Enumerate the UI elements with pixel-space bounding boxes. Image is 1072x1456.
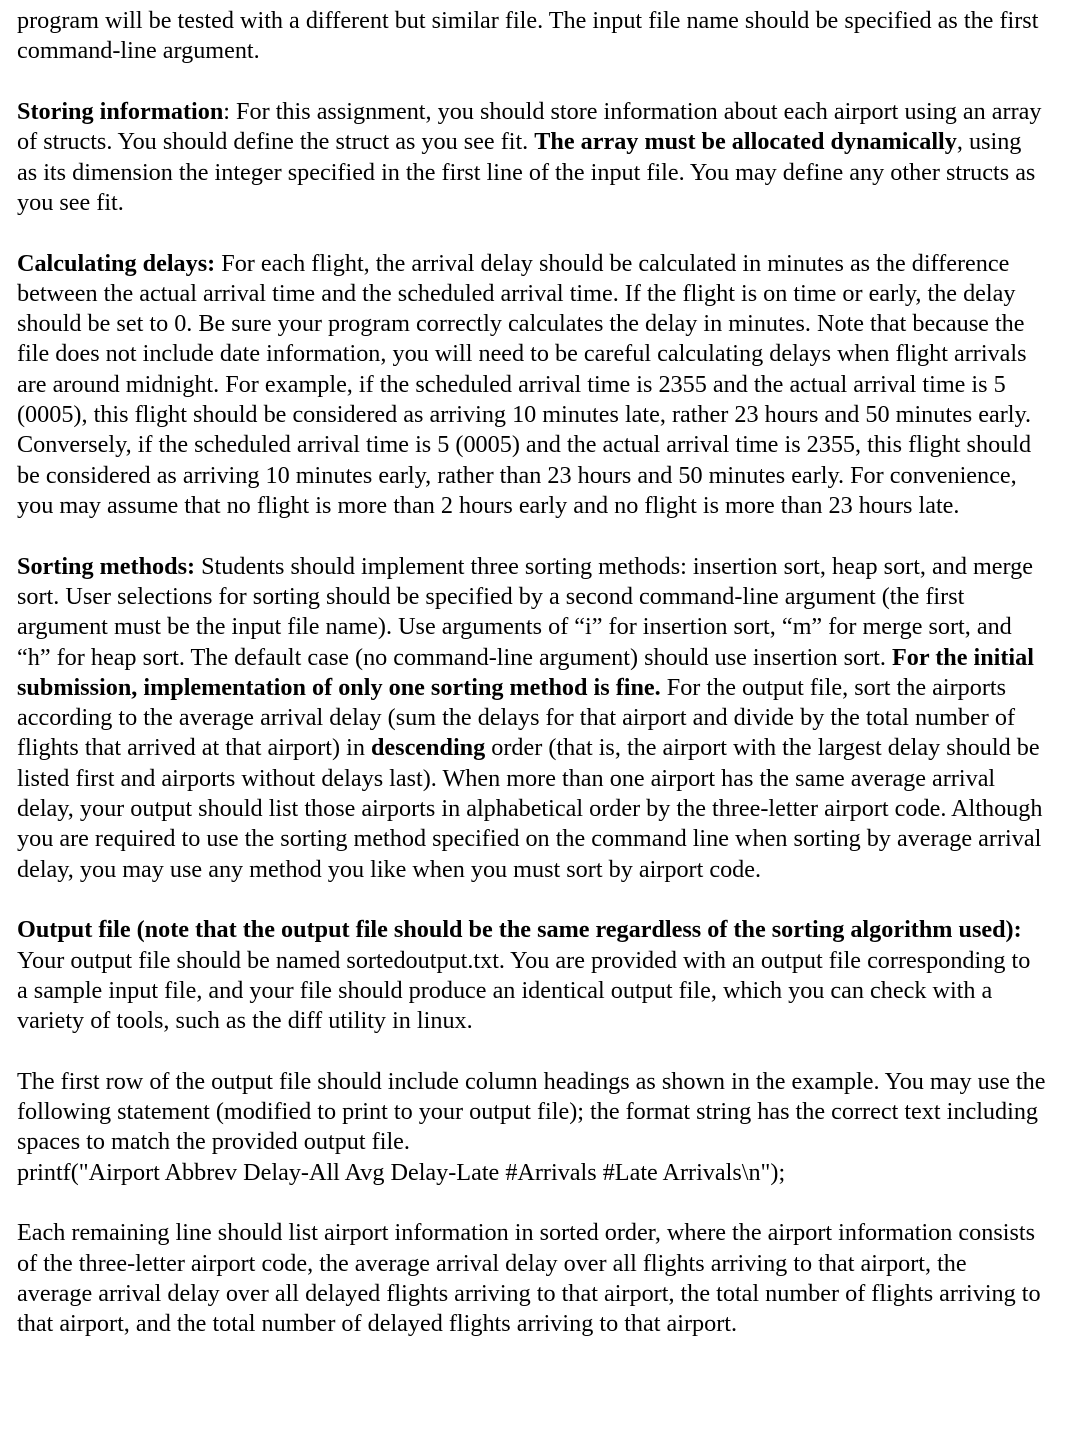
sorting-bold-initial-submission: For the initial submission, implementation of only one sorting method is fine.	[17, 643, 1034, 701]
sorting-text-3: order (that is, the airport with the largest delay should be listed first and airports without delays last). When more than one airport has the same average arrival delay, your output should list those airports in alphabetical order by the three-letter airport code. Although you are required to use the sorting method specified on the command line when sorting by average arrival delay, you may use any method you like when you must sort by airport code.	[17, 734, 1043, 883]
remaining-lines-paragraph	[17, 1218, 1046, 1339]
intro-text: program will be tested with a different but similar file. The input file name should be specified as the first command-line argument.	[17, 7, 1039, 65]
output-file-section	[17, 915, 1046, 1036]
sorting-methods-paragraph	[17, 552, 1046, 885]
storing-information-paragraph	[17, 97, 1046, 218]
output-file-heading	[17, 915, 1046, 945]
sorting-text-1: Students should implement three sorting methods: insertion sort, heap sort, and merge sort. User selections for sorting should be specified by a second command-line argument (the first argument must be the input file name). Use arguments of “i” for insertion sort, “m” for merge sort, and “h” for heap sort. The default case (no command-line argument) should use insertion sort.	[17, 552, 1033, 671]
sorting-bold-descending: descending	[370, 734, 486, 762]
first-row-section	[17, 1067, 1046, 1188]
output-file-text: Your output file should be named sortedoutput.txt. You are provided with an output file corresponding to a sample input file, and your file should produce an identical output file, which you can check with a variety of tools, such as the diff utility in linux.	[17, 946, 1031, 1035]
storing-text-2: , using as its dimension the integer specified in the first line of the input file. You may define any other structs as you see fit.	[17, 128, 1036, 216]
intro-paragraph	[17, 6, 1046, 67]
storing-information-heading: Storing information	[17, 97, 224, 125]
printf-statement: printf("Airport Abbrev Delay-All Avg Delay-Late #Arrivals #Late Arrivals\n");	[17, 1158, 786, 1186]
sorting-methods-heading: Sorting methods:	[17, 552, 196, 580]
first-row-text: The first row of the output file should include column headings as shown in the example. You may use the following statement (modified to print to your output file); the format string has the correct text including spaces to match the provided output file.	[17, 1067, 1046, 1156]
sorting-text-2: For the output file, sort the airports according to the average arrival delay (sum the delays for that airport and divide by the total number of flights that arrived at that airport) in	[17, 673, 1016, 762]
calculating-delays-paragraph	[17, 249, 1046, 522]
calculating-delays-heading: Calculating delays:	[17, 249, 216, 277]
calculating-delays-text: For each flight, the arrival delay should be calculated in minutes as the difference between the actual arrival time and the scheduled arrival time. If the flight is on time or early, the delay should be set to 0. Be sure your program correctly calculates the delay in minutes. Note that because the file does not include date information, you will need to be careful calculating delays when flight arrivals are around midnight. For example, if the scheduled arrival time is 2355 and the actual arrival time is 5 (0005), this flight should be considered as arriving 10 minutes late, rather 23 hours and 50 minutes early. Conversely, if the scheduled arrival time is 5 (0005) and the actual arrival time is 2355, this flight should be considered as arriving 10 minutes early, rather than 23 hours and 50 minutes early. For convenience, you may assume that no flight is more than 2 hours early and no flight is more than 23 hours late.	[17, 249, 1032, 519]
storing-text-1: : For this assignment, you should store information about each airport using an array of structs. You should define the struct as you see fit.	[17, 97, 1042, 156]
output-file-heading-text: Output file (note that the output file should be the same regardless of the sorting algorithm used):	[17, 916, 1022, 944]
remaining-lines-text: Each remaining line should list airport information in sorted order, where the airport information consists of the three-letter airport code, the average arrival delay over all flights arriving to that airport, the average arrival delay over all delayed flights arriving to that airport, the total number of flights arriving to that airport, and the total number of delayed flights arriving to that airport.	[17, 1219, 1041, 1338]
storing-bold-allocation: The array must be allocated dynamically	[534, 128, 957, 156]
